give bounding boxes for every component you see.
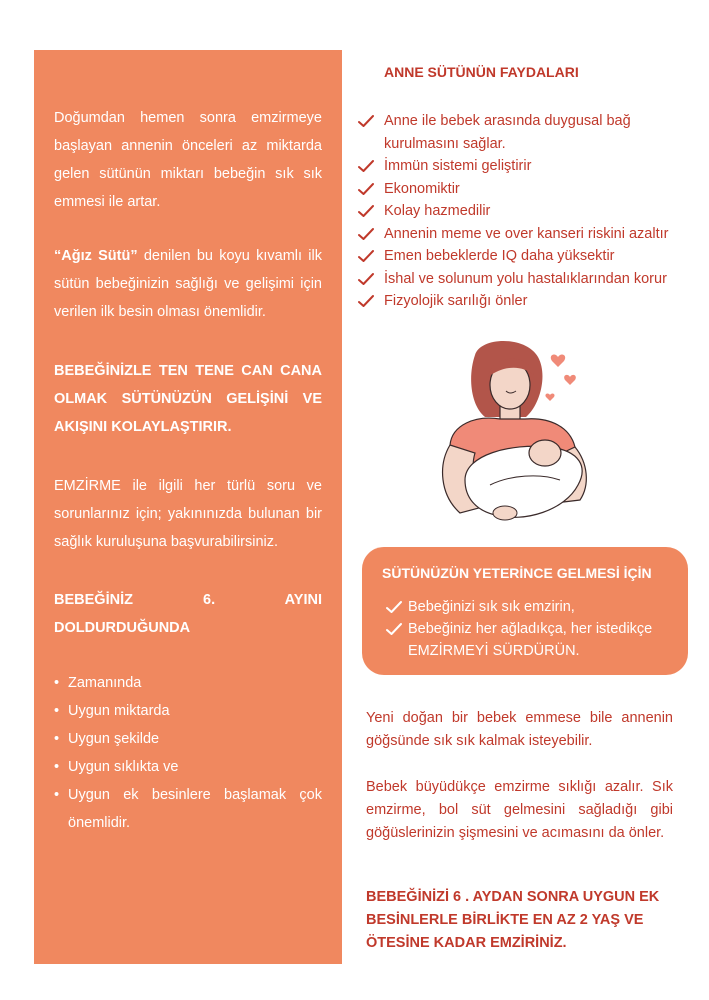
check-icon — [358, 182, 374, 196]
list-item: Bebeğiniz her ağladıkça, her istedikçe EMZİRMEYİ SÜRDÜRÜN. — [386, 618, 676, 662]
milk-supply-title: SÜTÜNÜZÜN YETERİNCE GELMESİ İÇİN — [382, 565, 652, 581]
intro-paragraph: Doğumdan hemen sonra emzirmeye başlayan annenin önceleri az miktarda gelen sütünün miktarı bebeğin sık sık emmesi ile artar. — [54, 110, 322, 210]
contact-paragraph: EMZİRME ile ilgili her türlü soru ve sorunlarınız için; yakınınızda bulunan bir sağlık kuruluşuna başvurabilirsiniz. — [54, 478, 322, 550]
list-item: Bebeğinizi sık sık emzirin, — [386, 596, 676, 618]
heart-icon — [551, 354, 565, 367]
bullet-icon: • — [54, 787, 60, 803]
check-icon — [358, 227, 374, 241]
check-icon — [386, 600, 402, 614]
benefit-item: İmmün sistemi geliştirir — [358, 155, 698, 178]
skin-to-skin-heading: BEBEĞİNİZLE TEN TENE CAN CANA OLMAK SÜTÜNÜZÜN GELİŞİNİ VE AKIŞINI KOLAYLAŞTIRIR. — [54, 363, 322, 435]
check-icon — [358, 159, 374, 173]
bullet-icon: • — [54, 759, 60, 775]
check-icon — [358, 114, 374, 128]
milk-supply-box — [362, 547, 688, 675]
benefits-title: ANNE SÜTÜNÜN FAYDALARI — [384, 64, 579, 80]
milk-supply-list — [386, 596, 676, 662]
six-months-list — [54, 669, 322, 837]
bullet-icon: • — [54, 675, 60, 691]
check-icon — [358, 249, 374, 263]
bullet-icon: • — [54, 731, 60, 747]
benefit-item: İshal ve solunum yolu hastalıklarından korur — [358, 268, 698, 291]
list-item: • Uygun şekilde — [54, 725, 322, 753]
check-icon — [386, 622, 402, 636]
benefits-list — [358, 110, 698, 313]
benefit-item: Fizyolojik sarılığı önler — [358, 290, 698, 313]
benefit-item: Annenin meme ve over kanseri riskini azaltır — [358, 223, 698, 246]
heart-icon — [545, 394, 554, 401]
benefit-item: Emen bebeklerde IQ daha yüksektir — [358, 245, 698, 268]
list-item: • Uygun miktarda — [54, 697, 322, 725]
check-icon — [358, 294, 374, 308]
newborn-paragraph: Yeni doğan bir bebek emmese bile annenin göğsünde sık sık kalmak isteyebilir. — [366, 710, 673, 749]
benefit-item: Kolay hazmedilir — [358, 200, 698, 223]
heart-icon — [564, 375, 576, 385]
benefit-item: Anne ile bebek arasında duygusal bağ kurulmasını sağlar. — [358, 110, 698, 155]
benefit-item: Ekonomiktir — [358, 178, 698, 201]
list-item: • Zamanında — [54, 669, 322, 697]
bullet-icon: • — [54, 703, 60, 719]
breastfeeding-mother-illustration — [430, 335, 600, 530]
check-icon — [358, 204, 374, 218]
growing-paragraph: Bebek büyüdükçe emzirme sıklığı azalır. Sık emzirme, bol süt gelmesini sağladığı gibi göğüslerinizin şişmesini ve acımasını da önler. — [366, 779, 673, 841]
list-item: • Uygun ek besinlere başlamak çok önemlidir. — [54, 781, 322, 837]
final-recommendation: BEBEĞİNİZİ 6 . AYDAN SONRA UYGUN EK BESİNLERLE BİRLİKTE EN AZ 2 YAŞ VE ÖTESİNE KADAR EMZİRİNİZ. — [366, 889, 660, 951]
left-panel — [34, 50, 342, 964]
six-months-heading: BEBEĞİNİZ 6. AYINI DOLDURDUĞUNDA — [54, 592, 322, 636]
oral-milk-paragraph — [54, 242, 322, 326]
check-icon — [358, 272, 374, 286]
oral-milk-term: “Ağız Sütü” — [54, 248, 138, 264]
list-item: • Uygun sıklıkta ve — [54, 753, 322, 781]
oral-milk-text: denilen bu koyu kıvamlı ilk sütün bebeğinizin sağlığı ve gelişimi için verilen ilk besin olması önemlidir. — [54, 248, 322, 320]
